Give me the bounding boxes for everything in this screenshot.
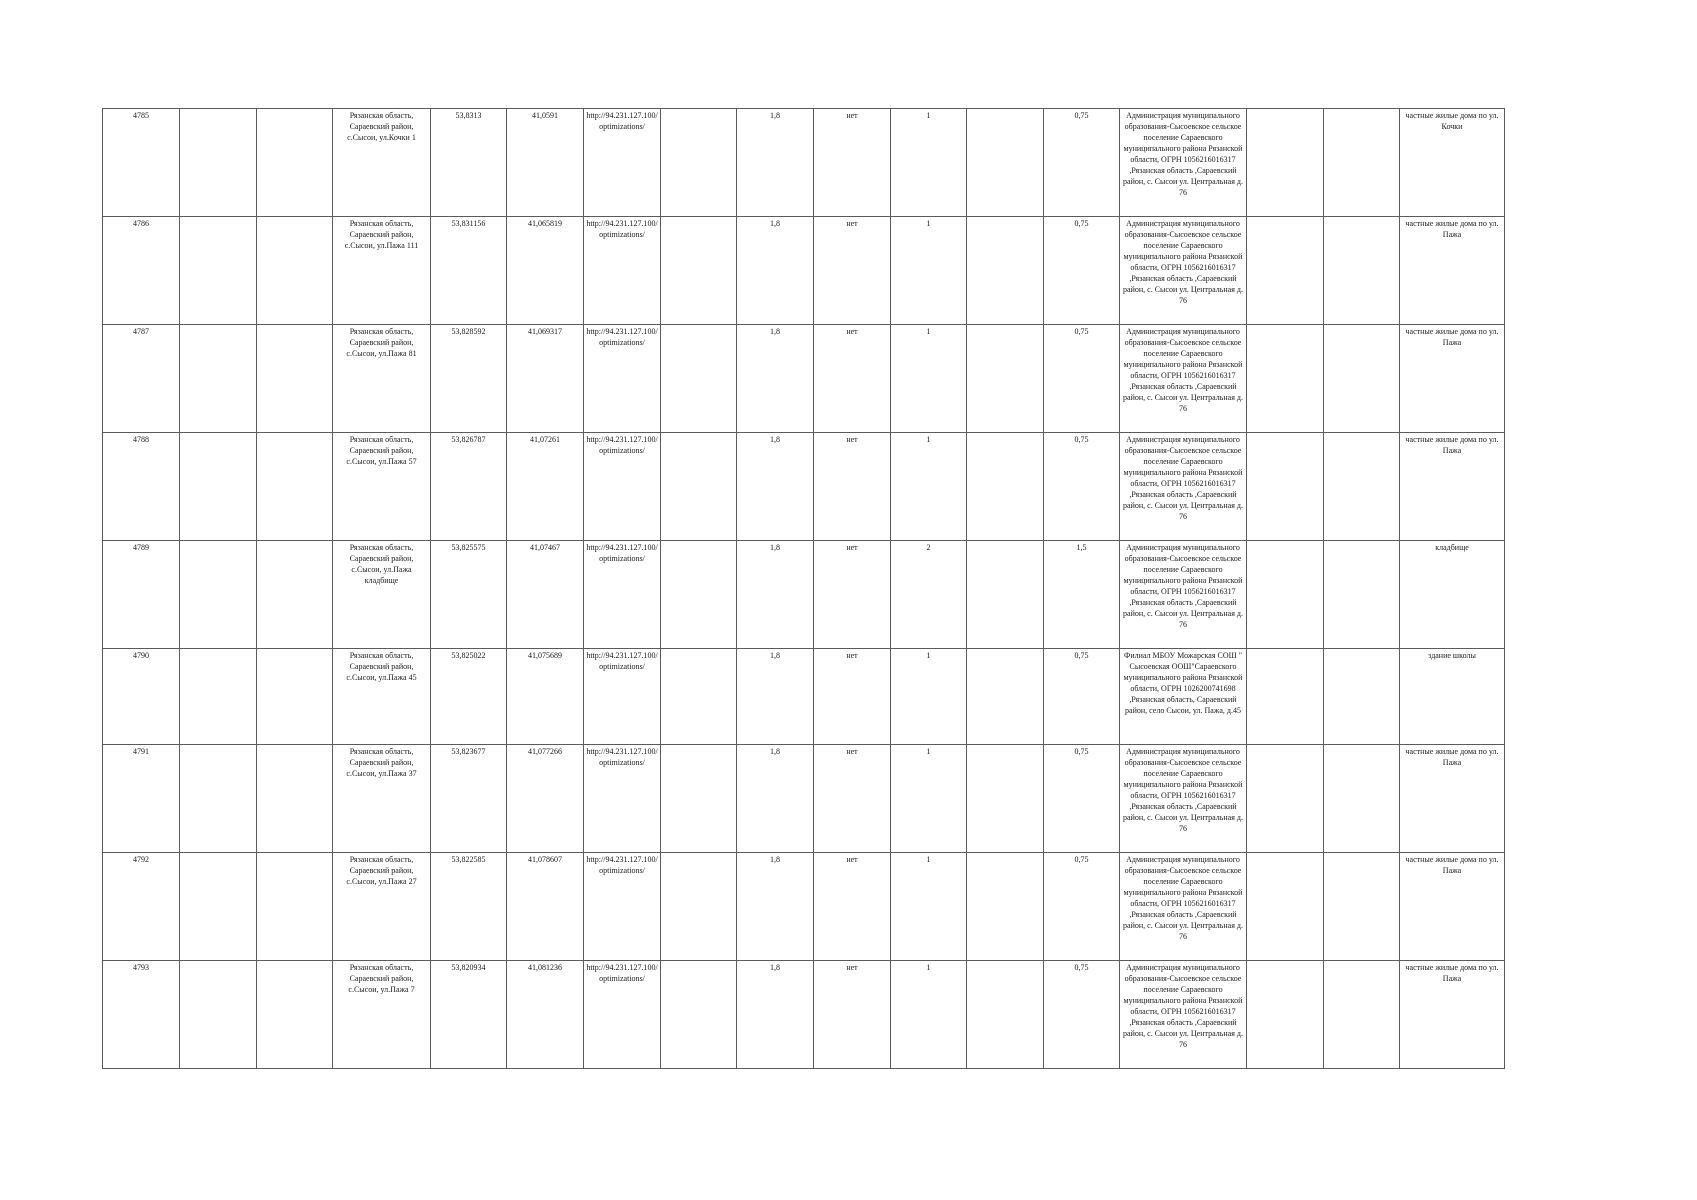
table-row xyxy=(103,217,1505,325)
empty-cell xyxy=(257,433,333,541)
waste-source-cell: частные жилые дома по ул. Пажа xyxy=(1400,325,1505,433)
volume-cell: 0,75 xyxy=(1044,961,1120,1069)
container-count-cell: 2 xyxy=(891,541,967,649)
empty-cell xyxy=(1324,541,1400,649)
empty-cell xyxy=(180,649,257,745)
empty-cell xyxy=(180,217,257,325)
empty-cell xyxy=(1247,649,1324,745)
empty-cell xyxy=(661,853,737,961)
empty-cell xyxy=(967,217,1044,325)
longitude-cell: 41,077266 xyxy=(507,745,584,853)
table-row xyxy=(103,109,1505,217)
waste-source-cell: частные жилые дома по ул. Пажа xyxy=(1400,745,1505,853)
empty-cell xyxy=(257,961,333,1069)
table-row xyxy=(103,325,1505,433)
longitude-cell: 41,065819 xyxy=(507,217,584,325)
url-cell: http://94.231.127.100/optimizations/ xyxy=(584,853,661,961)
waste-source-cell: здание школы xyxy=(1400,649,1505,745)
address-cell: Рязанская область, Сараевский район, с.Сысои, ул.Пажа 27 xyxy=(333,853,431,961)
area-cell: 1,8 xyxy=(737,649,814,745)
empty-cell xyxy=(1247,541,1324,649)
empty-cell xyxy=(1324,325,1400,433)
owner-cell: Администрация муниципального образования-Сысоевское сельское поселение Сараевского муниципального района Рязанской области, ОГРН 1056216016317 ,Рязанская область ,Сараевский район, с. Сысои ул. Центральная д. 76 xyxy=(1120,961,1247,1069)
address-cell: Рязанская область, Сараевский район, с.Сысои, ул.Пажа 45 xyxy=(333,649,431,745)
container-count-cell: 1 xyxy=(891,961,967,1069)
empty-cell xyxy=(1324,961,1400,1069)
empty-cell xyxy=(180,961,257,1069)
owner-cell: Администрация муниципального образования-Сысоевское сельское поселение Сараевского муниципального района Рязанской области, ОГРН 1056216016317 ,Рязанская область ,Сараевский район, с. Сысои ул. Центральная д. 76 xyxy=(1120,109,1247,217)
empty-cell xyxy=(1324,109,1400,217)
empty-cell xyxy=(1247,853,1324,961)
waste-source-cell: частные жилые дома по ул. Пажа xyxy=(1400,853,1505,961)
empty-cell xyxy=(257,217,333,325)
owner-cell: Администрация муниципального образования-Сысоевское сельское поселение Сараевского муниципального района Рязанской области, ОГРН 1056216016317 ,Рязанская область ,Сараевский район, с. Сысои ул. Центральная д. 76 xyxy=(1120,853,1247,961)
empty-cell xyxy=(180,745,257,853)
volume-cell: 0,75 xyxy=(1044,109,1120,217)
table-row xyxy=(103,853,1505,961)
address-cell: Рязанская область, Сараевский район, с.Сысои, ул.Пажа 57 xyxy=(333,433,431,541)
table-row xyxy=(103,961,1505,1069)
empty-cell xyxy=(257,853,333,961)
empty-cell xyxy=(967,541,1044,649)
row-number-cell: 4791 xyxy=(103,745,180,853)
row-number-cell: 4789 xyxy=(103,541,180,649)
volume-cell: 0,75 xyxy=(1044,433,1120,541)
area-cell: 1,8 xyxy=(737,853,814,961)
latitude-cell: 53,820934 xyxy=(431,961,507,1069)
latitude-cell: 53,823677 xyxy=(431,745,507,853)
empty-cell xyxy=(967,961,1044,1069)
latitude-cell: 53,831156 xyxy=(431,217,507,325)
address-cell: Рязанская область, Сараевский район, с.Сысои, ул.Пажа 37 xyxy=(333,745,431,853)
fence-cell: нет xyxy=(814,109,891,217)
latitude-cell: 53,828592 xyxy=(431,325,507,433)
url-cell: http://94.231.127.100/optimizations/ xyxy=(584,745,661,853)
fence-cell: нет xyxy=(814,541,891,649)
fence-cell: нет xyxy=(814,217,891,325)
empty-cell xyxy=(661,745,737,853)
longitude-cell: 41,075689 xyxy=(507,649,584,745)
latitude-cell: 53,825022 xyxy=(431,649,507,745)
table-row xyxy=(103,745,1505,853)
container-count-cell: 1 xyxy=(891,217,967,325)
area-cell: 1,8 xyxy=(737,541,814,649)
volume-cell: 0,75 xyxy=(1044,745,1120,853)
waste-source-cell: частные жилые дома по ул. Пажа xyxy=(1400,433,1505,541)
fence-cell: нет xyxy=(814,433,891,541)
empty-cell xyxy=(661,433,737,541)
waste-source-cell: частные жилые дома по ул. Кочки xyxy=(1400,109,1505,217)
empty-cell xyxy=(1247,745,1324,853)
volume-cell: 0,75 xyxy=(1044,649,1120,745)
owner-cell: Администрация муниципального образования-Сысоевское сельское поселение Сараевского муниципального района Рязанской области, ОГРН 1056216016317 ,Рязанская область ,Сараевский район, с. Сысои ул. Центральная д. 76 xyxy=(1120,217,1247,325)
empty-cell xyxy=(180,541,257,649)
volume-cell: 0,75 xyxy=(1044,853,1120,961)
latitude-cell: 53,8313 xyxy=(431,109,507,217)
fence-cell: нет xyxy=(814,325,891,433)
owner-cell: Администрация муниципального образования-Сысоевское сельское поселение Сараевского муниципального района Рязанской области, ОГРН 1056216016317 ,Рязанская область ,Сараевский район, с. Сысои ул. Центральная д. 76 xyxy=(1120,745,1247,853)
url-cell: http://94.231.127.100/optimizations/ xyxy=(584,109,661,217)
table-row xyxy=(103,433,1505,541)
url-cell: http://94.231.127.100/optimizations/ xyxy=(584,433,661,541)
address-cell: Рязанская область, Сараевский район, с.Сысои, ул.Пажа 7 xyxy=(333,961,431,1069)
container-count-cell: 1 xyxy=(891,745,967,853)
empty-cell xyxy=(661,541,737,649)
fence-cell: нет xyxy=(814,745,891,853)
url-cell: http://94.231.127.100/optimizations/ xyxy=(584,325,661,433)
row-number-cell: 4788 xyxy=(103,433,180,541)
empty-cell xyxy=(967,649,1044,745)
container-count-cell: 1 xyxy=(891,433,967,541)
empty-cell xyxy=(257,109,333,217)
url-cell: http://94.231.127.100/optimizations/ xyxy=(584,649,661,745)
empty-cell xyxy=(1324,745,1400,853)
volume-cell: 0,75 xyxy=(1044,217,1120,325)
table-row xyxy=(103,649,1505,745)
empty-cell xyxy=(1247,217,1324,325)
volume-cell: 1,5 xyxy=(1044,541,1120,649)
area-cell: 1,8 xyxy=(737,109,814,217)
empty-cell xyxy=(661,109,737,217)
empty-cell xyxy=(967,109,1044,217)
latitude-cell: 53,826787 xyxy=(431,433,507,541)
row-number-cell: 4785 xyxy=(103,109,180,217)
longitude-cell: 41,069317 xyxy=(507,325,584,433)
owner-cell: Администрация муниципального образования-Сысоевское сельское поселение Сараевского муниципального района Рязанской области, ОГРН 1056216016317 ,Рязанская область ,Сараевский район, с. Сысои ул. Центральная д. 76 xyxy=(1120,433,1247,541)
container-count-cell: 1 xyxy=(891,853,967,961)
row-number-cell: 4792 xyxy=(103,853,180,961)
longitude-cell: 41,081236 xyxy=(507,961,584,1069)
volume-cell: 0,75 xyxy=(1044,325,1120,433)
registry-table xyxy=(102,108,1505,1069)
area-cell: 1,8 xyxy=(737,961,814,1069)
table-body xyxy=(103,109,1505,1069)
fence-cell: нет xyxy=(814,961,891,1069)
empty-cell xyxy=(257,541,333,649)
empty-cell xyxy=(180,853,257,961)
url-cell: http://94.231.127.100/optimizations/ xyxy=(584,961,661,1069)
empty-cell xyxy=(661,961,737,1069)
owner-cell: Филиал МБОУ Можарская СОШ " Сысоевская ООШ"Сараевского муниципального района Рязанской области, ОГРН 1026200741698 ,Рязанская область, Сараевский район, село Сысои, ул. Пажа, д.45 xyxy=(1120,649,1247,745)
area-cell: 1,8 xyxy=(737,325,814,433)
row-number-cell: 4790 xyxy=(103,649,180,745)
longitude-cell: 41,0591 xyxy=(507,109,584,217)
empty-cell xyxy=(1324,853,1400,961)
address-cell: Рязанская область, Сараевский район, с.Сысои, ул.Кочки 1 xyxy=(333,109,431,217)
empty-cell xyxy=(1247,325,1324,433)
area-cell: 1,8 xyxy=(737,217,814,325)
empty-cell xyxy=(1324,217,1400,325)
area-cell: 1,8 xyxy=(737,745,814,853)
latitude-cell: 53,822585 xyxy=(431,853,507,961)
empty-cell xyxy=(257,649,333,745)
waste-source-cell: частные жилые дома по ул. Пажа xyxy=(1400,961,1505,1069)
longitude-cell: 41,07467 xyxy=(507,541,584,649)
waste-source-cell: кладбище xyxy=(1400,541,1505,649)
owner-cell: Администрация муниципального образования-Сысоевское сельское поселение Сараевского муниципального района Рязанской области, ОГРН 1056216016317 ,Рязанская область ,Сараевский район, с. Сысои ул. Центральная д. 76 xyxy=(1120,541,1247,649)
empty-cell xyxy=(180,109,257,217)
empty-cell xyxy=(180,325,257,433)
fence-cell: нет xyxy=(814,853,891,961)
row-number-cell: 4793 xyxy=(103,961,180,1069)
empty-cell xyxy=(967,745,1044,853)
address-cell: Рязанская область, Сараевский район, с.Сысои, ул.Пажа 111 xyxy=(333,217,431,325)
empty-cell xyxy=(1324,649,1400,745)
empty-cell xyxy=(180,433,257,541)
empty-cell xyxy=(1247,109,1324,217)
address-cell: Рязанская область, Сараевский район, с.Сысои, ул.Пажа 81 xyxy=(333,325,431,433)
empty-cell xyxy=(661,325,737,433)
row-number-cell: 4786 xyxy=(103,217,180,325)
url-cell: http://94.231.127.100/optimizations/ xyxy=(584,217,661,325)
empty-cell xyxy=(967,853,1044,961)
empty-cell xyxy=(661,649,737,745)
empty-cell xyxy=(661,217,737,325)
latitude-cell: 53,825575 xyxy=(431,541,507,649)
container-count-cell: 1 xyxy=(891,109,967,217)
url-cell: http://94.231.127.100/optimizations/ xyxy=(584,541,661,649)
longitude-cell: 41,07261 xyxy=(507,433,584,541)
container-count-cell: 1 xyxy=(891,325,967,433)
table-row xyxy=(103,541,1505,649)
empty-cell xyxy=(1324,433,1400,541)
row-number-cell: 4787 xyxy=(103,325,180,433)
empty-cell xyxy=(967,325,1044,433)
fence-cell: нет xyxy=(814,649,891,745)
empty-cell xyxy=(1247,961,1324,1069)
address-cell: Рязанская область, Сараевский район, с.Сысои, ул.Пажа кладбище xyxy=(333,541,431,649)
area-cell: 1,8 xyxy=(737,433,814,541)
longitude-cell: 41,078607 xyxy=(507,853,584,961)
empty-cell xyxy=(257,745,333,853)
owner-cell: Администрация муниципального образования-Сысоевское сельское поселение Сараевского муниципального района Рязанской области, ОГРН 1056216016317 ,Рязанская область ,Сараевский район, с. Сысои ул. Центральная д. 76 xyxy=(1120,325,1247,433)
empty-cell xyxy=(1247,433,1324,541)
waste-source-cell: частные жилые дома по ул. Пажа xyxy=(1400,217,1505,325)
empty-cell xyxy=(257,325,333,433)
empty-cell xyxy=(967,433,1044,541)
container-count-cell: 1 xyxy=(891,649,967,745)
